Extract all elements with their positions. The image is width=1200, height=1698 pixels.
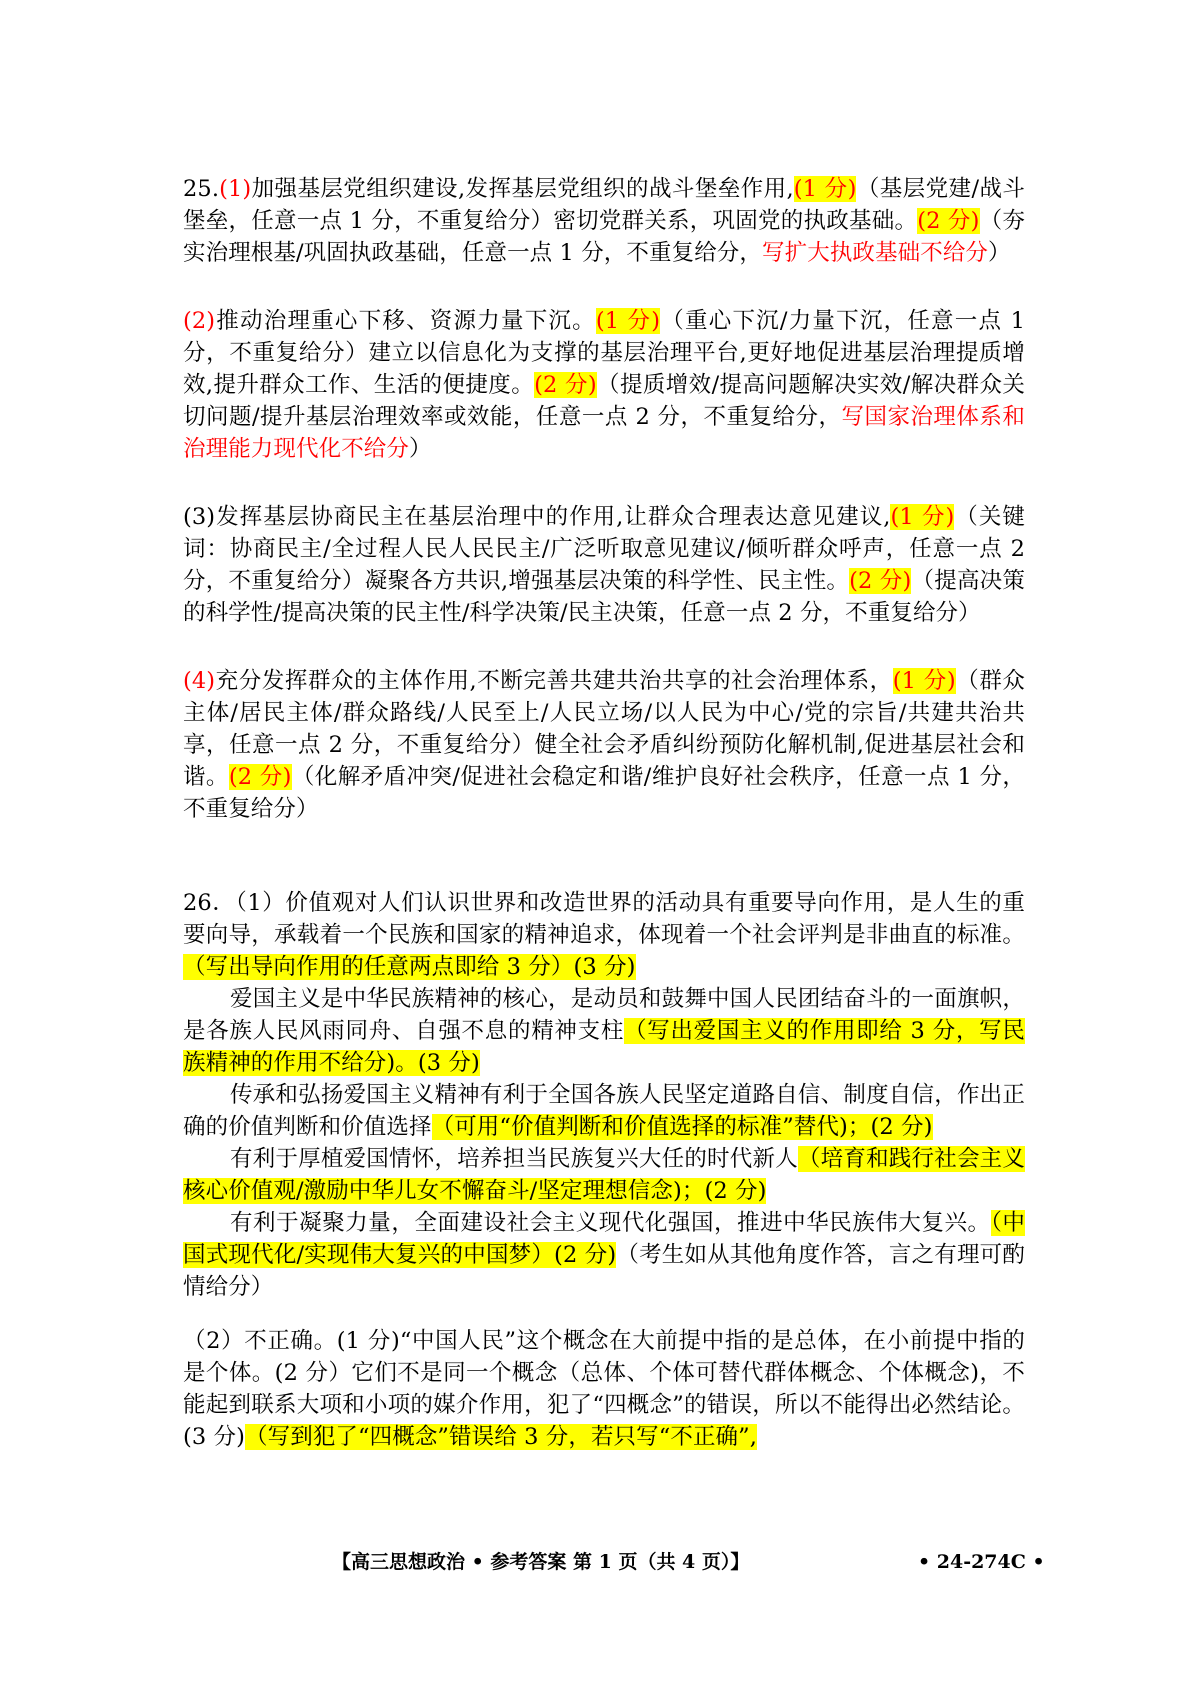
q26-part2 [183, 1325, 1025, 1453]
q26-sentiment-highlight: （培育和践行社会主义核心价值观/激励中华儿女不懈奋斗/坚定理想信念)；(2 分) [183, 1146, 1025, 1204]
q25-part1-text-2: （基层党建/战斗堡垒，任意一点 1 分，不重复给分）密切党群关系，巩固党的执政基础。 [183, 176, 1025, 234]
q25-part2-score-2: (2 分) [534, 372, 597, 398]
q25-part4-text-2: （群众主体/居民主体/群众路线/人民至上/人民立场/以人民为中心/党的宗旨/共建共治共享，任意一点 2 分，不重复给分）健全社会矛盾纠纷预防化解机制,促进基层社会和谐。 [183, 668, 1025, 790]
q25-part1 [183, 173, 1025, 269]
q25-part4-text-3: （化解矛盾冲突/促进社会稳定和谐/维护良好社会秩序，任意一点 1 分，不重复给分） [183, 764, 1025, 822]
footer-title: 【高三思想政治 • 参考答案 第 1 页（共 4 页）】 [332, 1551, 750, 1573]
q25-part2 [183, 305, 1025, 465]
q25-part3-index: (3) [183, 504, 216, 530]
q25-part2-red-note: 写国家治理体系和治理能力现代化不给分 [183, 404, 1025, 462]
q25-part2-index: (2) [183, 308, 216, 334]
q26-patriotic-sentiment [183, 1143, 1025, 1207]
q26-part2-highlight: （写到犯了“四概念”错误给 3 分，若只写“不正确”, [245, 1424, 758, 1450]
q25-part4-score-1: (1 分) [892, 668, 956, 694]
q26-inherit-highlight: （可用“价值判断和价值选择的标准”替代)；(2 分) [431, 1114, 933, 1140]
q25-part3-text-1: 发挥基层协商民主在基层治理中的作用,让群众合理表达意见建议, [215, 504, 891, 530]
answer-content [183, 173, 1025, 1453]
q25-part4-text-1: 充分发挥群众的主体作用,不断完善共建共治共享的社会治理体系， [215, 668, 893, 694]
q26-patriotism [183, 983, 1025, 1079]
q25-part2-score-1: (1 分) [595, 308, 661, 334]
q25-number: 25. [183, 176, 220, 202]
q26-part2-text: （2）不正确。(1 分)“中国人民”这个概念在大前提中指的是总体，在小前提中指的是个体。(2 分）它们不是同一个概念（总体、个体可替代群体概念、个体概念)，不能起到联系大项和小项的媒介作用，犯了“四概念”的错误，所以不能得出必然结论。(3 分) [183, 1328, 1025, 1450]
q26-inherit [183, 1079, 1025, 1143]
q25-part1-red-note: 写扩大执政基础不给分 [762, 240, 989, 266]
q25-part1-score-1: (1 分) [793, 176, 857, 202]
q25-part3-score-2: (2 分) [849, 568, 912, 594]
q25-part1-score-2: (2 分) [917, 208, 980, 234]
q25-part3 [183, 501, 1025, 629]
q25-part3-score-1: (1 分) [890, 504, 955, 530]
footer-code: • 24-274C • [918, 1551, 1045, 1573]
q26-inherit-text: 传承和弘扬爱国主义精神有利于全国各族人民坚定道路自信、制度自信，作出正确的价值判断和价值选择 [183, 1082, 1025, 1140]
q26-patriotism-highlight: （写出爱国主义的作用即给 3 分，写民族精神的作用不给分)。(3 分) [183, 1018, 1025, 1076]
page-footer [0, 1547, 1200, 1577]
q26-rejuvenation-highlight: （中国式现代化/实现伟大复兴的中国梦）(2 分) [183, 1210, 1025, 1268]
q26-rejuvenation-note: （考生如从其他角度作答，言之有理可酌情给分） [183, 1242, 1025, 1300]
q25-part3-text-2: （关键词：协商民主/全过程人民人民民主/广泛听取意见建议/倾听群众呼声，任意一点 2 分，不重复给分）凝聚各方共识,增强基层决策的科学性、民主性。 [183, 504, 1025, 594]
q25-part4-score-2: (2 分) [228, 764, 292, 790]
q25-part4 [183, 665, 1025, 825]
q25-part2-text-3: （提质增效/提高问题解决实效/解决群众关切问题/提升基层治理效率或效能，任意一点 2 分，不重复给分， [183, 372, 1025, 430]
q25-part1-text-4: ） [988, 240, 1011, 266]
q25-part1-index: (1) [219, 176, 252, 202]
q26-sentiment-text: 有利于厚植爱国情怀，培养担当民族复兴大任的时代新人 [230, 1146, 798, 1172]
q25-part2-text-2: （重心下沉/力量下沉，任意一点 1 分，不重复给分）建立以信息化为支撑的基层治理平台,更好地促进基层治理提质增效,提升群众工作、生活的便捷度。 [183, 308, 1026, 398]
q26-part1-text: 26．（1）价值观对人们认识世界和改造世界的活动具有重要导向作用，是人生的重要向导，承载着一个民族和国家的精神追求，体现着一个社会评判是非曲直的标准。 [183, 890, 1025, 948]
q25-part1-text-1: 加强基层党组织建设,发挥基层党组织的战斗堡垒作用, [251, 176, 794, 202]
q25-part2-text-4: ） [409, 436, 432, 462]
q25-part4-index: (4) [183, 668, 216, 694]
q25-part3-text-3: （提高决策的科学性/提高决策的民主性/科学决策/民主决策，任意一点 2 分，不重复给分） [183, 568, 1025, 626]
q25-part1-text-3: （夯实治理根基/巩固执政基础，任意一点 1 分，不重复给分， [183, 208, 1025, 266]
q26-patriotism-text: 爱国主义是中华民族精神的核心，是动员和鼓舞中国人民团结奋斗的一面旗帜，是各族人民风雨同舟、自强不息的精神支柱 [183, 986, 1025, 1044]
q26-rejuvenation-text: 有利于凝聚力量，全面建设社会主义现代化强国，推进中华民族伟大复兴。 [230, 1210, 991, 1236]
q25-part2-text-1: 推动治理重心下移、资源力量下沉。 [215, 308, 596, 334]
q26-part1 [183, 887, 1025, 983]
q26-part1-highlight: （写出导向作用的任意两点即给 3 分）(3 分) [183, 954, 636, 980]
q26-rejuvenation [183, 1207, 1025, 1303]
